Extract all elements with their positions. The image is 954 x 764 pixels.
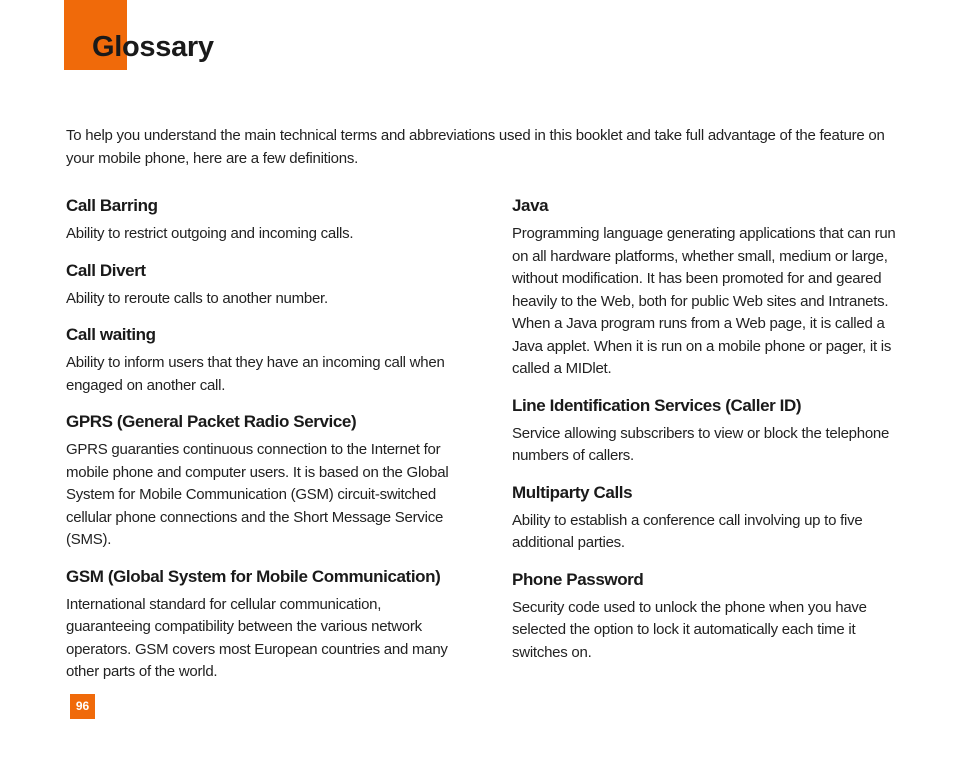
glossary-term: GPRS (General Packet Radio Service) [66, 412, 357, 431]
glossary-term: Phone Password [512, 569, 644, 589]
glossary-term: Call Barring [66, 196, 158, 215]
page-title: Glossary [92, 31, 214, 63]
glossary-entry [66, 410, 466, 552]
left-column [66, 194, 466, 697]
glossary-definition: Ability to reroute calls to another number. [66, 289, 328, 307]
glossary-term: GSM (Global System for Mobile Communication) [66, 566, 441, 586]
glossary-definition: International standard for cellular communication, guaranteeing compatibility between the various network operators. GSM covers most European countries and many other parts of the world. [66, 595, 448, 680]
glossary-entry [66, 194, 466, 246]
glossary-entry [66, 259, 466, 311]
glossary-definition: Programming language generating applications that can run on all hardware platforms, whether small, medium or large, without modification. It has been promoted for and geared heavily to the Web, both for public Web sites and Intranets. When a Java program runs from a Web page, it is called a Java applet. When it is run on a mobile phone or pager, it is called a MIDlet. [512, 225, 896, 377]
glossary-term: Java [512, 196, 549, 215]
glossary-definition: Ability to inform users that they have an incoming call when engaged on another call. [66, 354, 445, 394]
page-number-badge: 96 [70, 694, 95, 719]
glossary-definition: Ability to restrict outgoing and incoming calls. [66, 225, 354, 242]
glossary-entry [512, 481, 912, 555]
glossary-term: Line Identification Services (Caller ID) [512, 395, 802, 415]
glossary-entry [512, 568, 912, 665]
glossary-definition: Ability to establish a conference call involving up to five additional parties. [512, 511, 863, 551]
glossary-definition: GPRS guaranties continuous connection to the Internet for mobile phone and computer users. It is based on the Global System for Mobile Communication (GSM) circuit-switched cellular phone connections and the Short Message Service (SMS). [66, 441, 449, 548]
glossary-entry [66, 323, 466, 397]
glossary-definition: Service allowing subscribers to view or block the telephone numbers of callers. [512, 424, 890, 464]
glossary-term: Call Divert [66, 260, 146, 280]
right-column [512, 194, 912, 677]
glossary-entry [512, 394, 912, 468]
glossary-term: Multiparty Calls [512, 482, 633, 502]
glossary-entry [512, 194, 912, 381]
glossary-term: Call waiting [66, 325, 156, 344]
glossary-definition: Security code used to unlock the phone when you have selected the option to lock it automatically each time it switches on. [512, 598, 867, 661]
glossary-entry [66, 565, 466, 684]
intro-paragraph: To help you understand the main technical terms and abbreviations used in this booklet and take full advantage of the feature on your mobile phone, here are a few definitions. [66, 127, 885, 167]
